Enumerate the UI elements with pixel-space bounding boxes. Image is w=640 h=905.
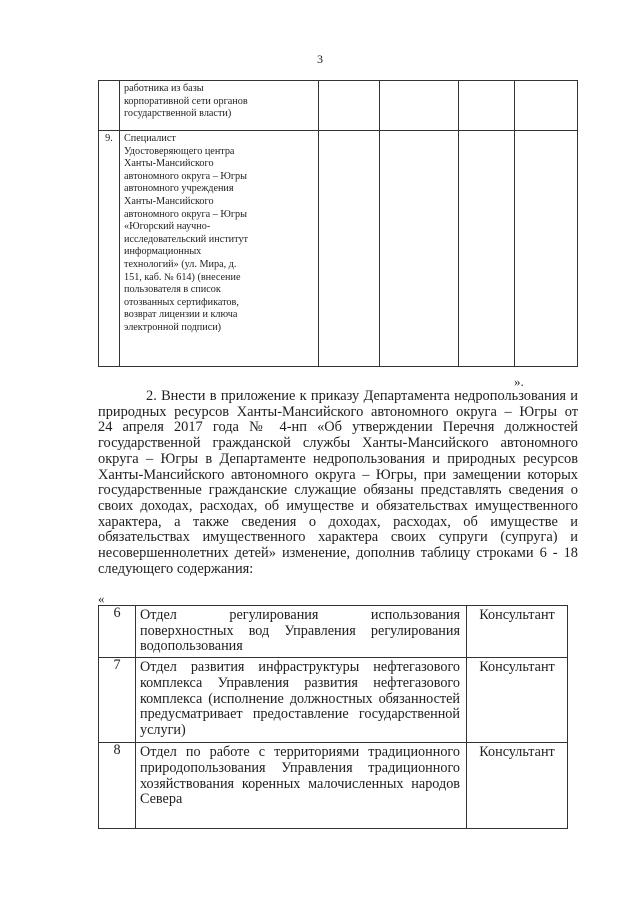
empty-cell [380,131,459,367]
closing-quote: ». [514,374,524,389]
empty-cell [459,81,515,131]
position-cell: Консультант [467,743,568,829]
text-line: следующего содержания: [98,560,254,577]
text-line: услуги) [140,721,186,738]
row-number-cell: 8 [99,743,136,829]
empty-cell [515,81,578,131]
text-line: Севера [140,791,183,808]
text-line: «Югорский научно- [124,221,211,233]
text-line: 2. Внести в приложение к приказу Департамента недропользования и [146,388,578,404]
text-line: автономного учреждения [124,183,234,195]
text-line: отозванных сертификатов, [124,296,239,308]
positions-table-continued [98,80,578,367]
text-line: корпоративной сети органов [124,95,248,107]
added-positions-table [98,605,568,829]
text-line: возврат лицензии и ключа [124,309,238,321]
text-line: Отдел развития инфраструктуры нефтегазового [140,659,460,676]
table-row [99,81,578,131]
amendment-paragraph [98,389,578,577]
row-description-cell [120,81,319,131]
empty-cell [319,81,380,131]
text-line: государственные гражданские служащие обязаны представлять сведения о [98,482,578,499]
text-line: электронной подписи) [124,321,222,333]
table-row [99,743,568,829]
text-line: пользователя в список [124,284,221,296]
page-number: 3 [317,52,323,66]
text-line: округа – Югры в Департаменте недропользования и природных ресурсов [98,450,578,467]
department-cell [136,743,467,829]
row-number-cell [99,81,120,131]
text-line: обязательствах имущественного характера своих супруги (супруга) и [98,529,578,546]
text-line: водопользования [140,638,243,655]
empty-cell [515,131,578,367]
table-row [99,606,568,658]
table-row [99,131,578,367]
text-line: 24 апреля 2017 года № 4-нп «Об утверждении Перечня должностей [98,419,578,436]
text-line: поверхностных вод Управления регулирования [140,622,460,639]
empty-cell [380,81,459,131]
row-number-cell: 7 [99,658,136,743]
table-row [99,658,568,743]
text-line: природных ресурсов Ханты-Мансийского автономного округа – Югры от [98,403,578,420]
text-line: Ханты-Мансийского [124,158,214,170]
text-line: Удостоверяющего центра [124,145,235,157]
text-line: Специалист [124,133,176,144]
text-line: информационных [124,246,202,258]
text-line: Ханты-Мансийского [124,195,214,207]
text-line: Отдел по работе с территориями традиционного [140,744,460,761]
text-line: предусматривает предоставление государственной [140,706,460,723]
text-line: характера, а также сведения о доходах, расходах, об имуществе и [98,513,578,530]
text-line: 151, каб. № 614) (внесение [124,271,241,283]
row-number-cell: 9. [99,131,120,367]
text-line: Отдел регулирования использования [140,607,460,623]
row-number-cell: 6 [99,606,136,658]
text-line: комплекса (исполнение должностных обязанностей [140,690,460,707]
text-line: автономного округа – Югры [124,170,247,182]
text-line: автономного округа – Югры [124,208,247,220]
department-cell [136,658,467,743]
text-line: хозяйствования коренных малочисленных народов [140,775,460,792]
text-line: технологий» (ул. Мира, д. [124,258,237,270]
empty-cell [459,131,515,367]
text-line: несовершеннолетних детей» изменение, дополнив таблицу строками 6 - 18 [98,545,578,562]
text-line: природопользования Управления традиционного [140,759,460,776]
text-line: Ханты-Мансийского автономного округа – Югры, при замещении которых [98,466,578,483]
text-line: своих доходах, расходах, об имуществе и обязательствах имущественного [98,497,578,514]
opening-quote: « [98,591,105,606]
text-line: работника из базы [124,83,204,94]
position-cell: Консультант [467,658,568,743]
text-line: государственной власти) [124,108,232,120]
row-description-cell [120,131,319,367]
text-line: исследовательский институт [124,233,248,245]
position-cell: Консультант [467,606,568,658]
text-line: комплекса Управления развития нефтегазового [140,674,460,691]
department-cell [136,606,467,658]
text-line: государственной гражданской службы Ханты-Мансийского автономного [98,435,578,452]
empty-cell [319,131,380,367]
